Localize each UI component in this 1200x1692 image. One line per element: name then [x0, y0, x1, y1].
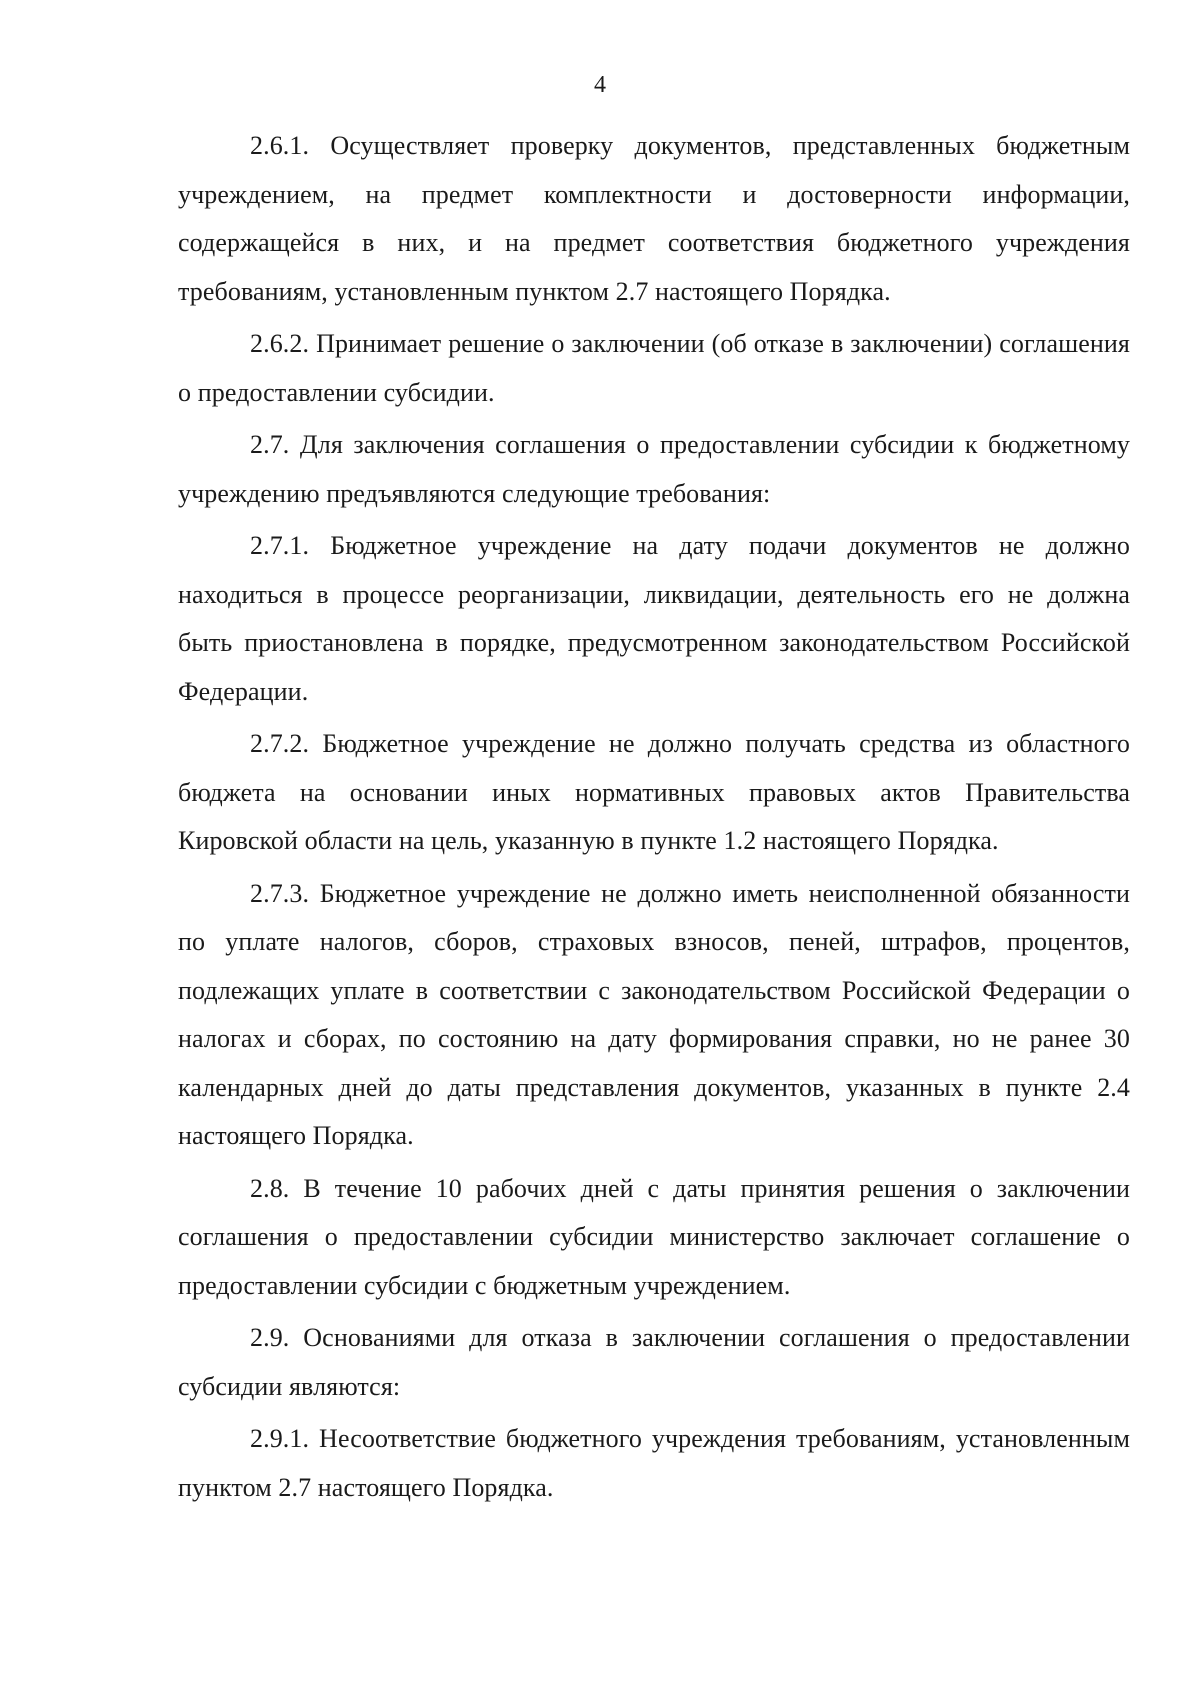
paragraph-2-7-2: 2.7.2. Бюджетное учреждение не должно получать средства из областного бюджета на основании иных нормативных правовых актов Правительства Кировской области на цель, указанную в пункте 1.2 настоящего Порядка.: [178, 729, 1130, 855]
paragraph-2-6-2: 2.6.2. Принимает решение о заключении (об отказе в заключении) соглашения о предоставлении субсидии.: [178, 329, 1130, 407]
paragraph-2-7-1: 2.7.1. Бюджетное учреждение на дату подачи документов не должно находиться в процессе реорганизации, ликвидации, деятельность его не должна быть приостановлена в порядке, предусмотренном законодательством Российской Федерации.: [178, 531, 1130, 706]
document-body: [178, 122, 1130, 1516]
paragraph-2-7: 2.7. Для заключения соглашения о предоставлении субсидии к бюджетному учреждению предъявляются следующие требования:: [178, 430, 1130, 508]
paragraph-2-9-1: 2.9.1. Несоответствие бюджетного учреждения требованиям, установленным пунктом 2.7 настоящего Порядка.: [178, 1424, 1130, 1502]
page-number: 4: [594, 72, 606, 98]
paragraph-2-8: 2.8. В течение 10 рабочих дней с даты принятия решения о заключении соглашения о предоставлении субсидии министерство заключает соглашение о предоставлении субсидии с бюджетным учреждением.: [178, 1173, 1130, 1300]
paragraph-2-6-1: 2.6.1. Осуществляет проверку документов, представленных бюджетным учреждением, на предмет комплектности и достоверности информации, содержащейся в них, и на предмет соответствия бюджетного учреждения требованиям, установленным пунктом 2.7 настоящего Порядка.: [178, 131, 1130, 306]
paragraph-2-7-3: 2.7.3. Бюджетное учреждение не должно иметь неисполненной обязанности по уплате налогов, сборов, страховых взносов, пеней, штрафов, процентов, подлежащих уплате в соответствии с законодательством Российской Федерации о налогах и сборах, по состоянию на дату формирования справки, но не ранее 30 календарных дней до даты представления документов, указанных в пункте 2.4 настоящего Порядка.: [178, 878, 1130, 1150]
paragraph-2-9: 2.9. Основаниями для отказа в заключении соглашения о предоставлении субсидии являются:: [178, 1323, 1130, 1401]
